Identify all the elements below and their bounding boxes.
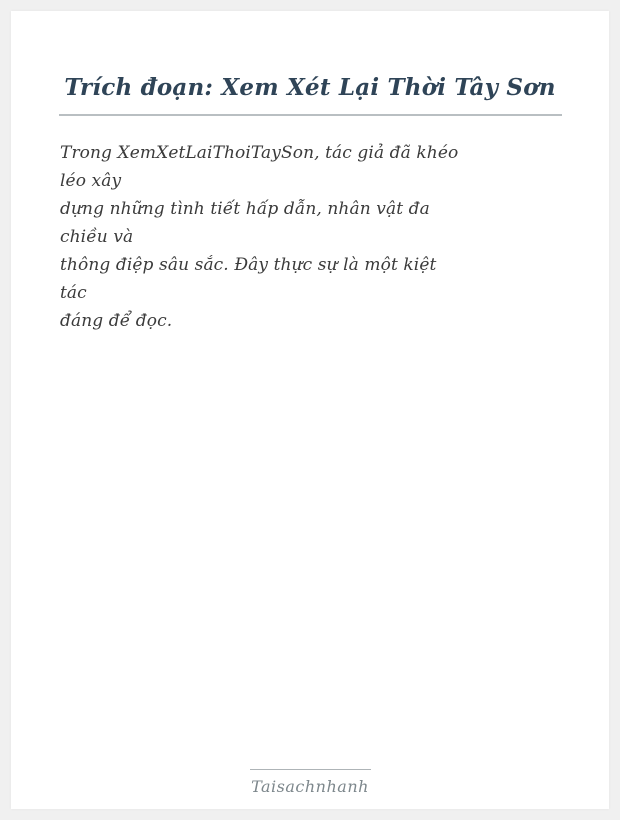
excerpt-line: Trong XemXetLaiThoiTaySon, tác giả đã khéo bbox=[60, 143, 459, 163]
page-footer bbox=[11, 769, 609, 809]
footer-brand: Taisachnhanh bbox=[251, 777, 369, 796]
excerpt-line: léo xây bbox=[60, 171, 122, 191]
excerpt-line: chiều và bbox=[60, 227, 134, 247]
excerpt-body bbox=[11, 139, 609, 335]
excerpt-line: tác bbox=[60, 283, 87, 303]
excerpt-line: dựng những tình tiết hấp dẫn, nhân vật đa bbox=[60, 199, 430, 219]
excerpt-line: thông điệp sâu sắc. Đây thực sự là một kiệt bbox=[60, 255, 437, 275]
footer-divider bbox=[250, 769, 371, 770]
excerpt-line: đáng để đọc. bbox=[60, 311, 173, 331]
document-page bbox=[11, 11, 609, 809]
page-title: Trích đoạn: Xem Xét Lại Thời Tây Sơn bbox=[64, 74, 556, 101]
title-divider bbox=[59, 114, 562, 116]
